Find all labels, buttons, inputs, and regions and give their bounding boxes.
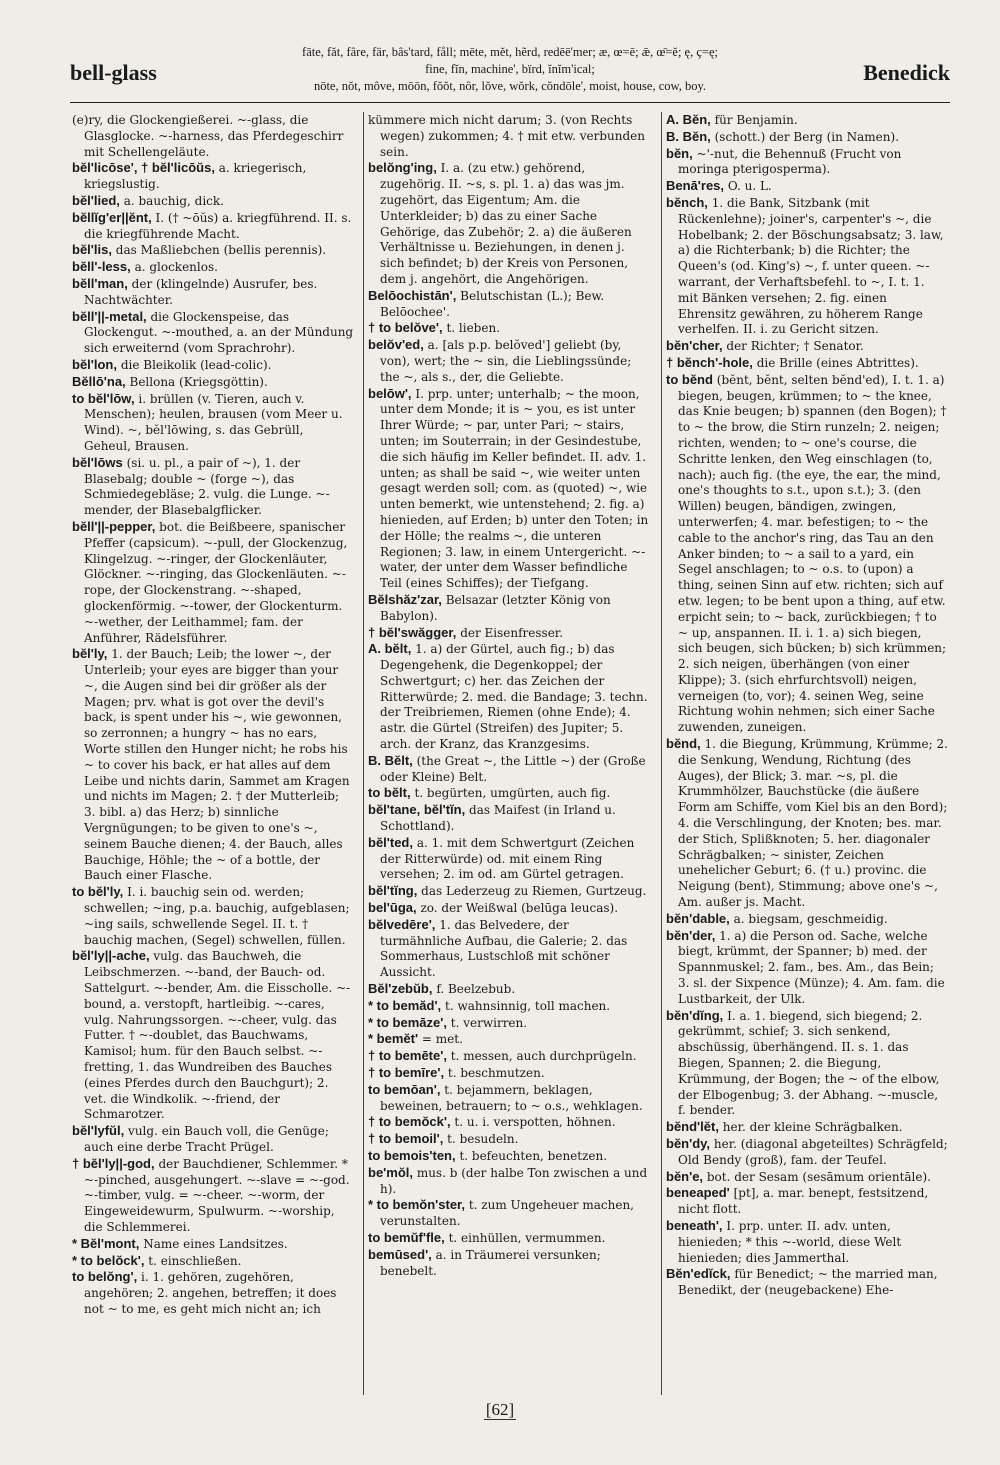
entry-definition: t. lieben. xyxy=(446,321,501,336)
entry-headword: to bĕlt, xyxy=(368,785,411,801)
entry-headword: † to bemoil', xyxy=(368,1131,444,1147)
entry-headword: † to bemēte', xyxy=(368,1048,447,1064)
entry-headword: bemūsed', xyxy=(368,1246,432,1262)
entry-definition: t. einschließen. xyxy=(148,1253,242,1268)
pronunciation-key-line: nōte, nŏt, môve, mōōn, fŏŏt, nôr, lŏve, wŏrk, cŏndōle', moist, house, cow, boy. xyxy=(313,79,707,93)
entry-definition: die Brille (eines Abtrittes). xyxy=(756,355,919,370)
entry-headword: Benā'res, xyxy=(666,178,725,194)
dictionary-entry xyxy=(72,1236,354,1253)
dictionary-entry xyxy=(666,1008,948,1120)
dictionary-entry xyxy=(72,193,354,210)
entry-headword: bĕn'dĭng, xyxy=(666,1007,724,1023)
entry-definition: I. a. (zu etw.) gehörend, zugehörig. II. ~s, s. pl. 1. a) das was jm. zugehört, das Eigentum; Am. die Unterkleider; b) das zu einer Sache Gehörige, das Zubehör; 2. a) die äußeren Verhältnisse u. Beziehungen, in denen j. sich befindet; b) der Kreis von Personen, dem j. angehört, die Angehörigen. xyxy=(380,161,632,286)
entry-definition: für Benedict; ~ the married man, Benedikt, der (neugebackene) Ehe- xyxy=(678,1267,938,1298)
entry-headword: bĕl'licōse', † bĕl'licōŭs, xyxy=(72,160,215,176)
dictionary-entry xyxy=(666,1136,948,1169)
column-3 xyxy=(666,112,948,1397)
dictionary-entry xyxy=(666,1185,948,1218)
entry-definition: a. in Träumerei versunken; benebelt. xyxy=(380,1247,601,1278)
entry-headword: bĕl'tĭng, xyxy=(368,883,418,899)
entry-definition: I. i. bauchig sein od. werden; schwellen; ~ing, p.a. bauchig, aufgeblasen; ~ing sails, schwellende Segel. II. t. † bauchig machen, (Segel) schwellen, füllen. xyxy=(84,885,350,947)
entry-headword: bĕllĭg'er||ĕnt, xyxy=(72,209,152,225)
entry-definition: vulg. ein Bauch voll, die Genüge; auch eine derbe Tracht Prügel. xyxy=(84,1124,329,1154)
dictionary-entry xyxy=(72,1123,354,1156)
dictionary-entry xyxy=(72,374,354,391)
entry-headword: † to bemŏck', xyxy=(368,1114,451,1130)
dictionary-entry xyxy=(666,178,948,195)
entry-definition: [pt], a. mar. benept, festsitzend, nicht flott. xyxy=(678,1186,929,1217)
dictionary-entry xyxy=(666,1119,948,1136)
entry-definition: a. glockenlos. xyxy=(134,260,218,275)
entry-definition: vulg. das Bauchweh, die Leibschmerzen. ~-band, der Bauch- od. Sattelgurt. ~-bender, Am. die Eisscholle. ~-bound, a. verstopft, hartleibig. ~-cares, vulg. Nahrungssorgen. ~-cheer, vulg. das Futter. † ~-doublet, das Bauchwams, Kamisol; hum. für den Bauch selbst. ~-fretting, 1. das Wundreiben des Bauches (eines Pferdes durch den Bauchgurt); 2. vet. die Windkolik. ~-friend, der Schmarotzer. xyxy=(84,949,351,1122)
dictionary-entry xyxy=(72,242,354,259)
dictionary-entry xyxy=(72,455,354,519)
dictionary-entry xyxy=(368,1114,650,1131)
entry-definition: ~'-nut, die Behennuß (Frucht von moringa pterigosperma). xyxy=(678,146,902,177)
page-number: [62] xyxy=(485,1400,515,1419)
dictionary-entry xyxy=(72,276,354,309)
entry-definition: kümmere mich nicht darum; 3. (von Rechts wegen) zukommen; 4. † mit etw. verbunden sein. xyxy=(368,113,645,159)
dictionary-entry xyxy=(72,1253,354,1270)
entry-definition: der (klingelnde) Ausrufer, bes. Nachtwächter. xyxy=(84,276,318,307)
entry-definition: 1. der Bauch; Leib; the lower ~, der Unterleib; your eyes are bigger than your ~, die Augen sind bei dir größer als der Magen; prv. what is got over the devil's back, is spent under his ~, wie gewonnen, so zerronnen; a hungry ~ has no ears, Worte stillen den Hunger nicht; he robs his ~ to cover his back, er hat alles auf dem Leibe und nichts darin, Sammet am Kragen und nichts im Magen; 2. † der Mutterleib; 3. bibl. a) das Herz; b) sinnliche Vergnügungen; to be given to one's ~, seinem Bauche dienen; 4. der Bauch, alles Bauchige, Höhle; the ~ of a bottle, der Bauch einer Flasche. xyxy=(84,647,350,883)
entry-headword: bel'ūga, xyxy=(368,900,417,916)
page-header xyxy=(70,40,950,102)
dictionary-entry xyxy=(368,981,650,998)
entry-headword: † to belŏve', xyxy=(368,320,443,336)
dictionary-entry xyxy=(368,883,650,900)
entry-definition: t. beschmutzen. xyxy=(447,1066,545,1081)
entry-headword: Bĕllō'na, xyxy=(72,373,126,389)
entry-headword: bĕl'lied, xyxy=(72,192,120,208)
entry-definition: i. brüllen (v. Tieren, auch v. Menschen); heulen, brausen (vom Meer u. Wind). ~, bĕl'lōwing, s. das Gebrüll, Geheul, Brausen. xyxy=(84,391,343,453)
entry-definition: (bĕnt, bĕnt, selten bĕnd'ed), I. t. 1. a) biegen, beugen, krümmen; to ~ the knee, das Knie beugen; b) spannen (den Bogen); † to ~ the brow, die Stirn runzeln; 2. neigen; richten, wenden; to ~ one's course, die Schritte lenken, den Weg einschlagen (to, nach); auch fig. (the eye, the ear, the mind, one's thoughts to s.t., upon s.t.); 3. (den Willen) beugen, bändigen, zwingen, unterwerfen; 4. mar. befestigen; to ~ the cable to the anchor's ring, das Tau an den Anker binden; to ~ a sail to a yard, ein Segel anschlagen; to ~ o.s. to (upon) a thing, seinen Sinn auf etw. richten; sich auf etw. legen; to be bent upon a thing, auf etw. erpicht sein; to ~ back, zurückbiegen; † to ~ up, anspannen. II. i. 1. a) sich biegen, sich beugen, sich bücken; b) sich krümmen; 2. sich neigen, überhängen (von einer Klippe); 3. (sich ehrfurchtsvoll) neigen, verneigen (to, vor); 4. seinen Weg, seine Richtung wohin nehmen; sich einer Sache zuwenden, zuneigen. xyxy=(678,372,947,735)
dictionary-entry xyxy=(72,160,354,193)
entry-headword: bĕl'lis, xyxy=(72,242,112,258)
dictionary-entry xyxy=(72,519,354,646)
entry-headword: A. bĕlt, xyxy=(368,641,412,657)
dictionary-entry xyxy=(666,372,948,736)
pronunciation-key xyxy=(240,44,780,95)
dictionary-entry xyxy=(368,1048,650,1065)
entry-headword: Bĕl'zebŭb, xyxy=(368,981,433,997)
entry-definition: (si. u. pl., a pair of ~), 1. der Blasebalg; double ~ (forge ~), das Schmiedegebläse; 2. vulg. die Lunge. ~-mender, der Blasebalgflicker. xyxy=(84,455,330,518)
entry-headword: belōw', xyxy=(368,385,412,401)
entry-definition: t. befeuchten, benetzen. xyxy=(459,1149,608,1163)
entry-definition: a. biegsam, geschmeidig. xyxy=(733,911,888,926)
entry-definition: 1. a) der Gürtel, auch fig.; b) das Degengehenk, die Degenkoppel; der Schwertgurt; c) her. das Zeichen der Ritterwürde; 2. med. die Bandage; 3. techn. der Treibriemen, Riemen (ohne Ende); 4. astr. die Gürtel (Streifen) des Jupiter; 5. arch. der Kranz, das Kranzgesims. xyxy=(380,642,648,752)
entry-definition: t. begürten, umgürten, auch fig. xyxy=(414,786,611,801)
entry-headword: * to bemŏn'ster, xyxy=(368,1197,465,1213)
entry-definition: bot. der Sesam (sesāmum orientāle). xyxy=(706,1169,931,1184)
entry-headword: bĕn'e, xyxy=(666,1168,704,1184)
entry-definition: t. einhüllen, vermummen. xyxy=(448,1230,606,1245)
entry-headword: bĕnd, xyxy=(666,736,701,752)
dictionary-entry xyxy=(72,948,354,1123)
entry-headword: to bemōan', xyxy=(368,1081,441,1097)
dictionary-entry xyxy=(368,1065,650,1082)
entry-definition: her. (diagonal abgeteiltes) Schrägfeld; Old Bendy (groß), fam. der Teufel. xyxy=(678,1137,948,1167)
entry-headword: belŏv'ed, xyxy=(368,337,424,353)
entry-definition: I. prp. unter. II. adv. unten, hienieden; * this ~-world, diese Welt hienieden; dies Jammerthal. xyxy=(678,1218,902,1265)
dictionary-body xyxy=(72,112,952,1397)
dictionary-entry xyxy=(368,998,650,1015)
entry-headword: belŏng'ing, xyxy=(368,160,437,176)
pronunciation-key-line: fāte, făt, fâre, fär, bâs'tard, fåll; mēte, mĕt, hẽrd, redēē'mer; æ, œ=ē; ǣ, œ̄=ĕ; ę, ç=ę; xyxy=(302,45,718,59)
dictionary-entry xyxy=(666,195,948,338)
entry-definition: I. († ~ōŭs) a. kriegführend. II. s. die kriegführende Macht. xyxy=(84,210,352,241)
entry-definition: die Glockenspeise, das Glockengut. ~-mouthed, a. an der Mündung sich erweiternd (vom Sprachrohr). xyxy=(84,309,354,356)
entry-definition: a. [als p.p. belŏved'] geliebt (by, von), wert; the ~ sin, die Lieblingssünde; the ~, als s., der, die Geliebte. xyxy=(380,338,632,384)
entry-definition: das Maßliebchen (bellis perennis). xyxy=(115,243,327,258)
dictionary-entry xyxy=(72,309,354,357)
entry-definition: (the Great ~, the Little ~) der (Große oder Kleine) Belt. xyxy=(380,753,646,784)
dictionary-entry xyxy=(666,1266,948,1299)
dictionary-entry xyxy=(368,753,650,786)
entry-headword: bĕn'dy, xyxy=(666,1136,711,1151)
entry-headword: bĕn'der, xyxy=(666,927,716,943)
entry-headword: bĕl'ly, xyxy=(72,646,108,662)
entry-definition: für Benjamin. xyxy=(714,113,798,127)
entry-definition: O. u. L. xyxy=(727,179,772,194)
dictionary-entry xyxy=(368,1082,650,1115)
dictionary-entry xyxy=(666,1218,948,1266)
dictionary-entry xyxy=(368,337,650,385)
dictionary-entry xyxy=(72,391,354,455)
entry-headword: bĕnd'lĕt, xyxy=(666,1119,719,1135)
entry-headword: beneaped' xyxy=(666,1185,730,1201)
entry-definition: t. u. i. verspotten, höhnen. xyxy=(454,1115,616,1130)
page-footer xyxy=(0,1400,1000,1420)
left-guide-word: bell-glass xyxy=(70,60,157,85)
entry-headword: bĕl'ly||-ache, xyxy=(72,948,150,964)
entry-headword: to bĕl'ly, xyxy=(72,884,124,900)
dictionary-entry xyxy=(368,112,650,160)
entry-definition: (e)ry, die Glockengießerei. ~-glass, die Glasglocke. ~-harness, das Pferdegeschirr mit Schellengeläute. xyxy=(72,113,344,159)
dictionary-entry xyxy=(666,112,948,129)
dictionary-entry xyxy=(368,1247,650,1280)
entry-headword: Bĕlshăz'zar, xyxy=(368,591,442,607)
entry-headword: bĕll'||-metal, xyxy=(72,308,147,324)
entry-headword: beneath', xyxy=(666,1217,723,1233)
right-guide-word: Benedick xyxy=(863,60,950,85)
dictionary-entry xyxy=(666,1169,948,1186)
entry-headword: be'mŏl, xyxy=(368,1164,413,1180)
dictionary-entry xyxy=(368,917,650,981)
entry-headword: bĕn, xyxy=(666,145,693,161)
dictionary-entry xyxy=(72,357,354,374)
entry-definition: bot. die Beißbeere, spanischer Pfeffer (capsicum). ~-pull, der Glockenzug, Klingelzug. ~-ringer, der Glockenläuter, Glöckner. ~-ringing, das Glockenläuten. ~-rope, der Glockenstrang. ~-shaped, glockenförmig. ~-tower, der Glockenturm. ~-wether, der Leithammel; fam. der Anführer, Rädelsführer. xyxy=(84,519,348,645)
entry-definition: I. a. 1. biegend, sich biegend; 2. gekrümmt, schief; 3. sich senkend, abschüssig, überhängend. II. s. 1. das Biegen, Spannen; 2. die Biegung, Krümmung, der Bogen; the ~ of the elbow, der Elbogenbug; 3. der Abhang. ~-muscle, f. bender. xyxy=(678,1008,940,1118)
entry-headword: bĕl'lyfŭl, xyxy=(72,1123,125,1139)
entry-definition: Belutschistan (L.); Bew. Belōochee'. xyxy=(380,288,605,319)
entry-headword: B. Bĕn, xyxy=(666,128,711,144)
entry-definition: i. 1. gehören, zugehören, angehören; 2. angehen, betreffen; it does not ~ to me, es geht mich nicht an; ich xyxy=(84,1270,337,1316)
entry-definition: t. messen, auch durchprügeln. xyxy=(450,1049,637,1064)
entry-definition: her. der kleine Schrägbalken. xyxy=(722,1120,903,1135)
entry-headword: B. Bĕlt, xyxy=(368,752,413,768)
entry-headword: † bĕl'ly||-god, xyxy=(72,1155,155,1171)
dictionary-entry xyxy=(368,625,650,642)
column-1 xyxy=(72,112,354,1397)
entry-headword: Bĕn'edĭck, xyxy=(666,1266,731,1282)
dictionary-entry xyxy=(72,112,354,160)
column-2 xyxy=(368,112,650,1397)
entry-definition: 1. das Belvedere, der turmähnliche Aufbau, die Galerie; 2. das Sommerhaus, Lustschloß mit schöner Aussicht. xyxy=(380,917,628,980)
entry-headword: bĕlvedēre', xyxy=(368,916,436,932)
entry-definition: Bellona (Kriegsgöttin). xyxy=(129,374,268,389)
dictionary-entry xyxy=(368,1197,650,1230)
entry-definition: 1. a) die Person od. Sache, welche biegt, krümmt, der Spanner; b) med. der Spannmuskel; 2. fam., bes. Am., das Bein; 3. sl. der Sixpence (Münze); 4. Am. fam. die Lustbarkeit, der Ulk. xyxy=(678,928,945,1006)
dictionary-entry xyxy=(368,1230,650,1247)
entry-definition: 1. die Bank, Sitzbank (mit Rückenlehne); joiner's, carpenter's ~, die Hobelbank; 2. der Böschungsabsatz; 3. law, a) die Richterbank; b) die Richter; the Queen's (od. King's) ~, f. unter queen. ~-warrant, der Verhaftsbefehl. to ~, I. t. 1. mit Bänken versehen; 2. fig. einen Ehrensitz gewähren, zu höherem Range verhelfen. II. i. zu Gericht sitzen. xyxy=(678,195,944,337)
entry-headword: bĕll'-less, xyxy=(72,259,131,275)
entry-headword: to bĕl'lōw, xyxy=(72,390,135,406)
dictionary-entry xyxy=(666,129,948,146)
entry-definition: die Bleikolik (lead-colic). xyxy=(120,357,272,372)
entry-definition: 1. die Biegung, Krümmung, Krümme; 2. die Senkung, Wendung, Richtung (des Auges), der Blick; 3. mar. ~s, pl. die Krummhölzer, Bauchstücke (die äußere Form am Schiffe, vom Kiel bis an den Bord); 4. die Verschlingung, der Knoten; bes. mar. der Stich, Splißknoten; 5. her. diagonaler Schrägbalken; ~ sinister, Zeichen unehelicher Geburt; 6. († u.) provinc. die Neigung (bent), Stimmung; above one's ~, Am. außer js. Macht. xyxy=(678,737,948,910)
entry-headword: † bĕnch'-hole, xyxy=(666,354,753,370)
dictionary-entry xyxy=(368,1165,650,1198)
entry-headword: to bĕnd xyxy=(666,371,713,387)
dictionary-entry xyxy=(72,646,354,884)
entry-definition: mus. b (der halbe Ton zwischen a und h). xyxy=(380,1165,648,1196)
entry-definition: zo. der Weißwal (belūga leucas). xyxy=(420,901,619,916)
entry-definition: der Eisenfresser. xyxy=(460,625,564,640)
dictionary-entry xyxy=(666,911,948,928)
entry-headword: bĕll'man, xyxy=(72,275,128,291)
entry-headword: * Bĕl'mont, xyxy=(72,1235,140,1251)
dictionary-entry xyxy=(368,160,650,287)
entry-definition: t. zum Ungeheuer machen, verunstalten. xyxy=(380,1198,634,1229)
entry-definition: der Richter; † Senator. xyxy=(726,339,864,354)
entry-headword: bĕnch, xyxy=(666,194,708,210)
entry-headword: bĕl'ted, xyxy=(368,834,413,850)
entry-headword: bĕn'cher, xyxy=(666,338,723,354)
dictionary-entry xyxy=(72,1269,354,1317)
entry-headword: to belŏng', xyxy=(72,1269,138,1285)
dictionary-entry xyxy=(666,338,948,355)
entry-definition: t. verwirren. xyxy=(450,1015,528,1030)
entry-definition: t. besudeln. xyxy=(447,1132,519,1147)
entry-definition: Name eines Landsitzes. xyxy=(143,1236,288,1251)
entry-headword: to bemŭf'fle, xyxy=(368,1229,445,1245)
entry-definition: t. wahnsinnig, toll machen. xyxy=(445,998,611,1013)
entry-headword: † bĕl'swăgger, xyxy=(368,624,457,640)
entry-definition: I. prp. unter; unterhalb; ~ the moon, unter dem Monde; it is ~ you, es ist unter Ihrer Würde; ~ par, unter Pari; ~ stairs, unten; im Souterrain; in der Gesindestube, die sich häufig im Keller befindet. II. adv. 1. unten; as shall be said ~, wie weiter unten gesagt werden soll; com. as (quoted) ~, wie unten bemerkt, wie untenstehend; 2. fig. a) hienieden, auf Erden; b) unter den Toten; in der Hölle; the realms ~, die unteren Regionen; 3. law, in einem Untergericht. ~-water, der unter dem Wasser befindliche Teil (eines Schiffes); der Tiefgang. xyxy=(380,386,649,591)
entry-definition: das Maifest (in Irland u. Schottland). xyxy=(380,803,616,834)
dictionary-entry xyxy=(368,1148,650,1165)
entry-headword: bĕl'lōws xyxy=(72,454,123,470)
dictionary-entry xyxy=(368,900,650,917)
dictionary-entry xyxy=(72,259,354,276)
dictionary-entry xyxy=(368,288,650,321)
dictionary-entry xyxy=(72,884,354,948)
entry-headword: * bemĕt' xyxy=(368,1031,419,1047)
dictionary-entry xyxy=(666,928,948,1008)
dictionary-entry xyxy=(368,802,650,835)
entry-definition: Belsazar (letzter König von Babylon). xyxy=(380,592,611,623)
dictionary-entry xyxy=(666,736,948,911)
entry-headword: bĕl'tane, bĕl'tĭn, xyxy=(368,802,466,818)
entry-definition: (schott.) der Berg (in Namen). xyxy=(714,129,900,144)
dictionary-entry xyxy=(368,835,650,883)
pronunciation-key-line: fine, fĭn, machine', bïrd, ĭnĭm'ical; xyxy=(425,62,595,76)
entry-headword: bĕn'dable, xyxy=(666,910,730,926)
entry-definition: f. Beelzebub. xyxy=(436,982,516,997)
entry-definition: a. kriegerisch, kriegslustig. xyxy=(84,161,307,192)
entry-headword: A. Bĕn, xyxy=(666,112,711,127)
entry-definition: a. bauchig, dick. xyxy=(123,193,224,208)
dictionary-entry xyxy=(368,386,650,592)
entry-headword: * to bemăd', xyxy=(368,997,442,1013)
dictionary-entry xyxy=(368,1015,650,1032)
header-rule xyxy=(70,102,950,103)
entry-headword: to bemois'ten, xyxy=(368,1148,456,1163)
dictionary-entry xyxy=(368,1131,650,1148)
entry-headword: Belōochistān', xyxy=(368,287,457,303)
dictionary-entry xyxy=(368,592,650,625)
entry-headword: * to bemāze', xyxy=(368,1014,447,1030)
entry-definition: a. 1. mit dem Schwertgurt (Zeichen der Ritterwürde) od. mit einem Ring versehen; 2. im od. am Gürtel getragen. xyxy=(380,835,635,882)
dictionary-entry xyxy=(368,320,650,337)
entry-headword: bĕll'||-pepper, xyxy=(72,518,156,534)
entry-definition: = met. xyxy=(421,1032,463,1047)
entry-definition: t. bejammern, beklagen, beweinen, betrauern; to ~ o.s., wehklagen. xyxy=(380,1082,643,1113)
dictionary-entry xyxy=(72,1156,354,1236)
dictionary-entry xyxy=(368,1031,650,1048)
entry-definition: der Bauchdiener, Schlemmer. * ~-pinched, ausgehungert. ~-slave = ~-god. ~-timber, vulg. = ~-cheer. ~-worm, der Eingeweidewurm, Spulwurm. ~-worship, die Schlemmerei. xyxy=(84,1156,350,1234)
dictionary-entry xyxy=(666,355,948,372)
entry-headword: bĕl'lon, xyxy=(72,356,117,372)
entry-headword: * to belŏck', xyxy=(72,1252,145,1268)
dictionary-entry xyxy=(72,210,354,243)
dictionary-entry xyxy=(368,641,650,753)
dictionary-entry xyxy=(666,146,948,179)
dictionary-entry xyxy=(368,785,650,802)
entry-definition: das Lederzeug zu Riemen, Gurtzeug. xyxy=(421,884,647,899)
entry-headword: † to bemīre', xyxy=(368,1065,445,1081)
